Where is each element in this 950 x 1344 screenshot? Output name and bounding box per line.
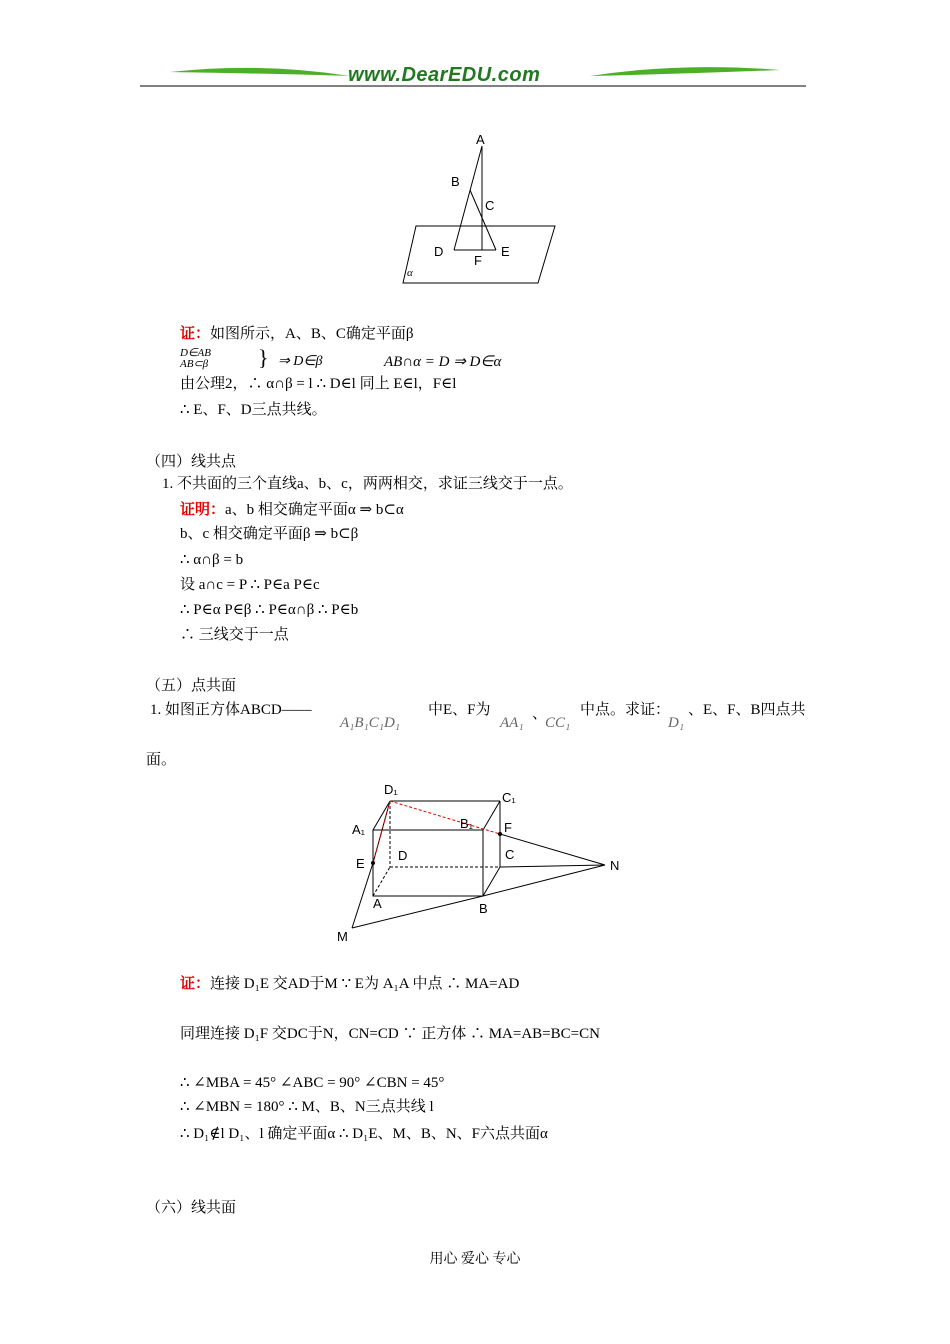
fig2-label-C: C xyxy=(505,847,515,862)
fig2-label-A: A xyxy=(373,896,382,911)
section5-heading: （五）点共面 xyxy=(146,678,237,694)
section4-line1: 证明：a、b 相交确定平面α ⇒ b⊂α xyxy=(180,502,404,518)
section4-heading: （四）线共点 xyxy=(146,454,237,470)
fig2-label-F: F xyxy=(504,820,512,835)
proof1-brace xyxy=(180,348,211,370)
proof2-lead: 证： xyxy=(180,976,211,992)
fig2-label-C1: C₁ xyxy=(502,790,516,805)
fig2-label-N: N xyxy=(610,858,620,873)
fig1-label-F: F xyxy=(474,253,482,268)
proof1-line1: 证：如图所示，A、B、C确定平面β xyxy=(180,326,414,342)
figure-plane-lines xyxy=(398,128,558,288)
fig1-label-alpha: α xyxy=(407,267,413,279)
proof2-line5: ∴ D₁∉l D₁、l 确定平面α ∴ D₁E、M、B、N、F六点共面α xyxy=(180,1126,548,1142)
proof1-line3: 由公理2，∴ α∩β = l ∴ D∈l 同上 E∈l，F∈l xyxy=(180,376,457,392)
section5-problem-c: 中E、F为 xyxy=(428,702,491,718)
section4-problem: 1. 不共面的三个直线a、b、c，两两相交，求证三线交于一点。 xyxy=(162,476,573,492)
section4-line2: b、c 相交确定平面β ⇒ b⊂β xyxy=(180,526,359,542)
section5-problem-wrap: 面。 xyxy=(146,752,177,768)
fig1-label-C: C xyxy=(485,198,495,213)
section4-line6: ∴ 三线交于一点 xyxy=(180,627,289,643)
page-footer: 用心 爱心 专心 xyxy=(429,1252,521,1267)
section5-problem-b: A₁B₁C₁D₁ xyxy=(340,715,401,731)
fig1-label-D: D xyxy=(434,244,444,259)
proof2-line1: 证：连接 D₁E 交AD于M ∵ E为 A₁A 中点 ∴ MA=AD xyxy=(180,976,520,992)
fig2-label-M: M xyxy=(337,929,348,944)
section5-problem-i: 、E、F、B四点共 xyxy=(688,702,806,718)
proof1-implies: ⇒ D∈β xyxy=(278,354,323,369)
proof2-line4: ∴ ∠MBN = 180° ∴ M、B、N三点共线 l xyxy=(180,1099,434,1115)
section5-problem-d: AA₁ xyxy=(500,715,524,731)
section5-problem-f: CC₁ xyxy=(545,715,571,731)
proof1-cond2: AB⊂β xyxy=(180,358,209,370)
section6-heading: （六）线共面 xyxy=(146,1200,237,1216)
fig1-label-E: E xyxy=(501,244,510,259)
fig1-label-A: A xyxy=(476,132,485,147)
fig2-label-D: D xyxy=(398,848,408,863)
section5-problem-g: 中点。求证： xyxy=(580,702,671,718)
brace-icon: } xyxy=(258,345,269,370)
proof2-line3: ∴ ∠MBA = 45° ∠ABC = 90° ∠CBN = 45° xyxy=(180,1075,445,1091)
brand-logo[interactable]: www.DearEDU.com xyxy=(348,64,541,86)
section5-problem-h: D₁ xyxy=(668,715,685,731)
proof1-line4: ∴ E、F、D三点共线。 xyxy=(180,402,327,418)
fig2-label-B: B xyxy=(479,901,488,916)
proof1-intersection: AB∩α = D ⇒ D∈α xyxy=(384,354,502,370)
section4-line4: 设 a∩c = P ∴ P∈a P∈c xyxy=(180,577,320,593)
section5-problem-e: 、 xyxy=(532,706,548,722)
section4-lead: 证明： xyxy=(180,502,226,518)
section4-line3: ∴ α∩β = b xyxy=(180,552,244,568)
section4-line5: ∴ P∈α P∈β ∴ P∈α∩β ∴ P∈b xyxy=(180,602,359,618)
fig2-label-E: E xyxy=(356,856,365,871)
proof1-lead: 证： xyxy=(180,326,211,342)
proof2-line2: 同理连接 D₁F 交DC于N，CN=CD ∵ 正方体 ∴ MA=AB=BC=CN xyxy=(180,1026,600,1042)
proof1-cond1: D∈AB xyxy=(180,347,211,359)
fig2-label-D1: D₁ xyxy=(384,782,398,797)
fig1-label-B: B xyxy=(451,174,460,189)
figure-cube xyxy=(330,776,630,948)
fig2-label-B1: B₁ xyxy=(460,816,474,831)
fig2-label-A1: A₁ xyxy=(352,822,366,837)
section5-problem-a: 1. 如图正方体ABCD—— xyxy=(150,702,312,718)
